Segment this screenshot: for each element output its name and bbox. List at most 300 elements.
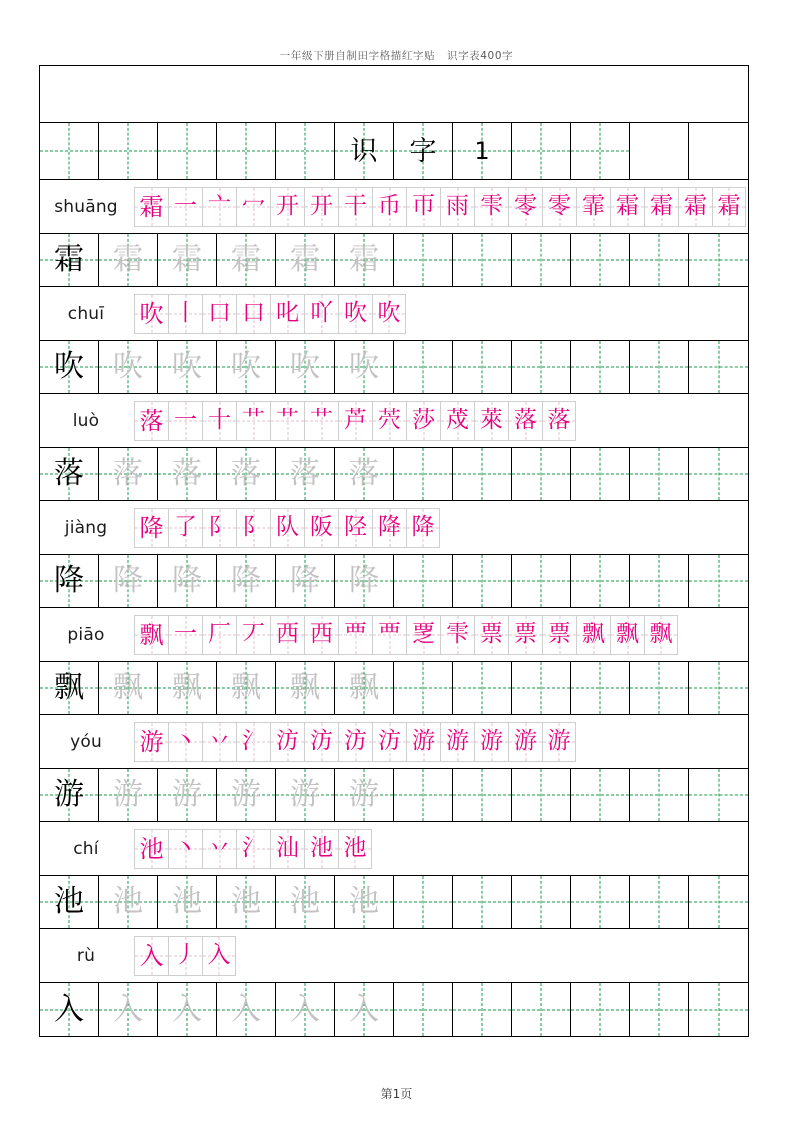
stroke-order-row [40,608,748,662]
stroke-cell-partial [372,294,406,334]
tracing-cell[interactable] [630,234,689,286]
stroke-cell-partial [542,722,576,762]
stroke-glyph: 了 [174,514,197,540]
stroke-glyph: 茓 [378,407,401,433]
ghost-character: 入 [349,991,379,1027]
ghost-character: 飘 [113,670,143,705]
stroke-cell-full-character [134,294,168,334]
stroke-cell-partial [168,829,202,869]
ghost-character: 入 [290,991,320,1027]
tracing-cell[interactable] [453,341,512,393]
tracing-cell[interactable] [276,234,335,286]
stroke-cell-partial [440,401,474,441]
stroke-glyph: 覂 [412,621,435,647]
tracing-cell[interactable] [453,769,512,821]
tracing-row [40,555,748,608]
tracing-cell[interactable] [276,555,335,607]
tracing-cell[interactable] [40,662,99,714]
tracing-cell[interactable] [217,341,276,393]
stroke-glyph: 汸 [344,728,367,754]
title-cell [689,123,748,179]
tracing-cell[interactable] [512,555,571,607]
stroke-cell-partial [304,722,338,762]
row-filler [236,929,748,982]
tracing-row [40,983,748,1036]
stroke-glyph: 丶 [174,835,197,861]
tracing-cell[interactable] [217,876,276,928]
stroke-cell-partial [304,615,338,655]
tracing-cell[interactable] [40,234,99,286]
stroke-cell-partial [644,187,678,227]
title-cell [158,123,217,179]
stroke-glyph: 飘 [139,620,164,649]
tracing-cell[interactable] [394,234,453,286]
ghost-character: 池 [113,884,143,919]
tracing-cell[interactable] [335,662,394,714]
stroke-cell-partial [270,508,304,548]
stroke-cell-full-character [134,829,168,869]
ghost-character: 霜 [231,242,261,277]
tracing-cell[interactable] [512,234,571,286]
tracing-cell[interactable] [394,662,453,714]
entry-rows-container [40,180,748,1036]
ghost-character: 吹 [113,349,143,384]
ghost-character: 降 [290,563,320,598]
pinyin-label: chuī [67,303,105,324]
stroke-cell-partial [474,722,508,762]
ghost-character: 入 [231,991,261,1027]
tracing-cell[interactable] [276,662,335,714]
tracing-cell[interactable] [689,341,748,393]
tracing-cell[interactable] [394,983,453,1036]
tracing-cell[interactable] [453,662,512,714]
tracing-cell[interactable] [453,234,512,286]
stroke-cell-partial [508,722,542,762]
tracing-cell[interactable] [512,983,571,1036]
stroke-glyph: 厂 [208,621,231,647]
title-cell [571,123,630,179]
row-filler [406,287,748,340]
stroke-cell-partial [406,401,440,441]
stroke-glyph: 雫 [480,193,503,219]
stroke-cell-partial [440,722,474,762]
stroke-cell-partial [372,615,406,655]
tracing-cell[interactable] [630,662,689,714]
tracing-cell[interactable] [512,662,571,714]
stroke-glyph: 西 [310,621,333,647]
tracing-cell[interactable] [40,876,99,928]
tracing-cell[interactable] [335,983,394,1036]
stroke-glyph: 票 [548,621,571,647]
tracing-row [40,769,748,822]
tracing-cell[interactable] [571,448,630,500]
stroke-glyph: 开 [310,193,333,219]
title-cell [453,123,512,179]
stroke-glyph: 西 [276,621,299,647]
stroke-order-row [40,394,748,448]
stroke-cell-partial [168,294,202,334]
tracing-cell[interactable] [158,662,217,714]
tracing-cell[interactable] [217,234,276,286]
ghost-character: 吹 [349,349,379,384]
tracing-cell[interactable] [217,662,276,714]
row-filler [576,394,748,447]
stroke-glyph: 十 [208,407,231,433]
tracing-cell[interactable] [40,555,99,607]
stroke-glyph: 游 [547,728,571,754]
ghost-character: 游 [290,777,320,812]
ghost-character: 吹 [290,349,320,384]
stroke-cell-partial [508,615,542,655]
tracing-cell[interactable] [571,876,630,928]
stroke-cell-partial [474,187,508,227]
tracing-cell[interactable] [630,555,689,607]
stroke-cell-partial [406,508,440,548]
stroke-cell-partial [270,722,304,762]
page-footer: 第1页 [380,1087,413,1101]
stroke-cell-partial [406,722,440,762]
tracing-cell[interactable] [158,234,217,286]
ghost-character: 游 [349,777,379,812]
tracing-cell[interactable] [689,876,748,928]
title-cell [335,123,394,179]
tracing-cell[interactable] [158,876,217,928]
stroke-cell-partial [168,187,202,227]
stroke-cell-partial [168,615,202,655]
title-cell [40,123,99,179]
tracing-cell[interactable] [689,769,748,821]
stroke-cell-partial [304,829,338,869]
tracing-cell[interactable] [217,448,276,500]
stroke-glyph: 霏 [582,193,605,219]
tracing-cell[interactable] [453,876,512,928]
ghost-character: 飘 [231,670,261,705]
tracing-cell[interactable] [99,448,158,500]
stroke-cell-partial [270,829,304,869]
tracing-cell[interactable] [158,448,217,500]
stroke-glyph: 丷 [208,728,231,754]
pinyin-label: jiàng [64,517,108,538]
ghost-character: 降 [349,563,379,598]
pinyin-label: shuāng [54,196,118,217]
tracing-cell[interactable] [99,983,158,1036]
pinyin-label: luò [72,410,100,431]
tracing-cell[interactable] [158,341,217,393]
stroke-cell-partial [542,187,576,227]
tracing-cell[interactable] [276,448,335,500]
stroke-cell-partial [338,508,372,548]
stroke-cell-full-character [134,508,168,548]
stroke-glyph: 艹 [242,407,265,433]
stroke-glyph: 丶 [174,728,197,754]
stroke-glyph: 吖 [310,300,333,326]
stroke-glyph: 吹 [344,300,367,326]
stroke-cell-partial [406,187,440,227]
tracing-cell[interactable] [335,234,394,286]
ghost-character: 落 [231,456,261,491]
stroke-glyph: 霜 [684,193,707,219]
stroke-glyph: 一 [174,621,197,647]
stroke-glyph: 亠 [208,193,231,219]
tracing-row [40,234,748,287]
stroke-cell-partial [236,508,270,548]
stroke-order-strip [134,287,406,340]
tracing-cell[interactable] [335,341,394,393]
tracing-cell[interactable] [40,448,99,500]
stroke-glyph: 覀 [378,621,401,647]
stroke-glyph: 游 [139,727,164,756]
stroke-cell-partial [236,722,270,762]
stroke-cell-partial [270,401,304,441]
stroke-glyph: 吹 [139,299,164,328]
title-cell [276,123,335,179]
tracing-cell[interactable] [689,983,748,1036]
model-character: 飘 [54,670,84,705]
tracing-cell[interactable] [571,555,630,607]
stroke-order-row [40,287,748,341]
stroke-cell-partial [202,829,236,869]
tracing-cell[interactable] [394,876,453,928]
stroke-cell-partial [576,615,610,655]
tracing-cell[interactable] [571,983,630,1036]
tracing-cell[interactable] [571,662,630,714]
tracing-cell[interactable] [158,769,217,821]
stroke-cell-partial [236,294,270,334]
stroke-cell-partial [474,615,508,655]
stroke-cell-partial [338,401,372,441]
stroke-glyph: 池 [310,835,333,861]
stroke-cell-partial [236,829,270,869]
stroke-cell-partial [576,187,610,227]
model-character: 入 [54,991,84,1027]
ghost-character: 降 [231,563,261,598]
stroke-cell-partial [168,936,202,976]
ghost-character: 池 [290,884,320,919]
tracing-cell[interactable] [217,555,276,607]
stroke-cell-partial [202,722,236,762]
stroke-glyph: 队 [276,514,299,540]
stroke-glyph: 帀 [412,193,435,219]
stroke-glyph: 萊 [480,407,503,433]
ghost-character: 游 [172,777,202,812]
stroke-glyph: 荗 [446,407,469,433]
stroke-glyph: 票 [514,621,537,647]
practice-sheet-table [39,65,749,1037]
stroke-cell-partial [270,294,304,334]
stroke-glyph: 落 [547,407,571,433]
tracing-cell[interactable] [571,234,630,286]
model-character: 落 [54,456,84,491]
row-filler [576,715,748,768]
tracing-cell[interactable] [512,448,571,500]
row-filler [372,822,748,875]
tracing-cell[interactable] [335,448,394,500]
stroke-cell-partial [168,722,202,762]
stroke-cell-partial [440,615,474,655]
tracing-cell[interactable] [571,769,630,821]
stroke-cell-partial [338,294,372,334]
tracing-cell[interactable] [394,555,453,607]
tracing-cell[interactable] [689,555,748,607]
tracing-cell[interactable] [630,448,689,500]
stroke-cell-partial [202,294,236,334]
ghost-character: 池 [231,884,261,919]
tracing-cell[interactable] [689,234,748,286]
row-filler [746,180,748,233]
tracing-cell[interactable] [630,341,689,393]
stroke-cell-full-character [134,401,168,441]
stroke-glyph: 雫 [446,621,469,647]
stroke-glyph: 吹 [377,300,401,326]
row-filler [678,608,748,661]
title-glyph: 识 [350,135,378,167]
stroke-glyph: 飘 [582,621,605,647]
stroke-cell-partial [678,187,712,227]
stroke-glyph: 芦 [344,407,367,433]
stroke-cell-partial [304,294,338,334]
tracing-cell[interactable] [99,555,158,607]
tracing-cell[interactable] [394,341,453,393]
ghost-character: 霜 [172,242,202,277]
tracing-cell[interactable] [276,983,335,1036]
tracing-cell[interactable] [99,769,158,821]
stroke-cell-partial [236,401,270,441]
stroke-order-strip [134,715,576,768]
tracing-cell[interactable] [335,769,394,821]
tracing-cell[interactable] [512,341,571,393]
tracing-cell[interactable] [99,341,158,393]
tracing-cell[interactable] [512,876,571,928]
stroke-glyph: 币 [378,193,401,219]
ghost-character: 吹 [231,349,261,384]
stroke-glyph: 降 [411,514,435,540]
tracing-cell[interactable] [158,983,217,1036]
stroke-glyph: 落 [514,407,537,433]
stroke-cell-partial [236,187,270,227]
stroke-glyph: 艹 [310,407,333,433]
tracing-cell[interactable] [158,555,217,607]
ghost-character: 落 [113,456,143,491]
ghost-character: 霜 [349,242,379,277]
stroke-cell-partial [406,615,440,655]
stroke-cell-partial [202,936,236,976]
tracing-cell[interactable] [394,448,453,500]
tracing-cell[interactable] [217,983,276,1036]
tracing-cell[interactable] [394,769,453,821]
title-glyph: 字 [409,135,437,167]
stroke-cell-partial [338,829,372,869]
model-character: 吹 [54,349,84,384]
stroke-cell-partial [202,401,236,441]
tracing-cell[interactable] [99,876,158,928]
stroke-glyph: 艹 [276,407,299,433]
model-character: 游 [54,777,84,812]
title-row [40,123,748,180]
stroke-glyph: 游 [480,728,503,754]
stroke-cell-partial [304,187,338,227]
ghost-character: 游 [113,777,143,812]
tracing-cell[interactable] [453,555,512,607]
tracing-cell[interactable] [689,448,748,500]
stroke-glyph: 覀 [344,621,367,647]
stroke-cell-partial [542,401,576,441]
tracing-cell[interactable] [99,234,158,286]
tracing-cell[interactable] [335,555,394,607]
stroke-order-strip [134,501,440,554]
stroke-glyph: 汸 [310,728,333,754]
tracing-cell[interactable] [276,341,335,393]
stroke-glyph: 飘 [616,621,639,647]
stroke-glyph: 汸 [378,728,401,754]
stroke-cell-partial [610,187,644,227]
tracing-cell[interactable] [630,876,689,928]
tracing-cell[interactable] [276,769,335,821]
model-character: 降 [54,563,84,598]
stroke-cell-partial [372,187,406,227]
stroke-cell-partial [202,508,236,548]
stroke-cell-partial [474,401,508,441]
stroke-glyph: 池 [343,835,367,861]
ghost-character: 池 [349,884,379,919]
ghost-character: 入 [113,991,143,1027]
stroke-glyph: 陉 [344,514,367,540]
title-cell [217,123,276,179]
stroke-glyph: 零 [514,193,537,219]
tracing-cell[interactable] [453,448,512,500]
stroke-glyph: 入 [139,941,164,970]
tracing-cell[interactable] [453,983,512,1036]
stroke-glyph: 零 [548,193,571,219]
stroke-glyph: 丿 [174,942,197,968]
tracing-cell[interactable] [689,662,748,714]
stroke-glyph: 冖 [242,193,265,219]
stroke-glyph: 口 [208,300,231,326]
stroke-cell-partial [202,187,236,227]
stroke-glyph: 降 [139,513,164,542]
title-cell [512,123,571,179]
title-cell [394,123,453,179]
ghost-character: 落 [349,456,379,491]
stroke-cell-partial [338,615,372,655]
tracing-cell[interactable] [276,876,335,928]
stroke-cell-partial [372,722,406,762]
stroke-order-row [40,822,748,876]
tracing-cell[interactable] [335,876,394,928]
tracing-cell[interactable] [571,341,630,393]
stroke-glyph: 降 [378,514,401,540]
stroke-cell-partial [508,401,542,441]
tracing-cell[interactable] [40,769,99,821]
tracing-cell[interactable] [217,769,276,821]
tracing-cell[interactable] [99,662,158,714]
stroke-glyph: 阝 [242,514,265,540]
stroke-cell-partial [542,615,576,655]
stroke-cell-partial [440,187,474,227]
tracing-cell[interactable] [512,769,571,821]
stroke-glyph: 霜 [616,193,639,219]
tracing-cell[interactable] [40,983,99,1036]
stroke-cell-partial [372,508,406,548]
stroke-cell-partial [270,615,304,655]
stroke-cell-partial [304,508,338,548]
tracing-cell[interactable] [40,341,99,393]
stroke-glyph: 雨 [446,193,469,219]
tracing-cell[interactable] [630,983,689,1036]
tracing-cell[interactable] [630,769,689,821]
ghost-character: 落 [290,456,320,491]
stroke-glyph: 丷 [208,835,231,861]
ghost-character: 飘 [349,670,379,705]
